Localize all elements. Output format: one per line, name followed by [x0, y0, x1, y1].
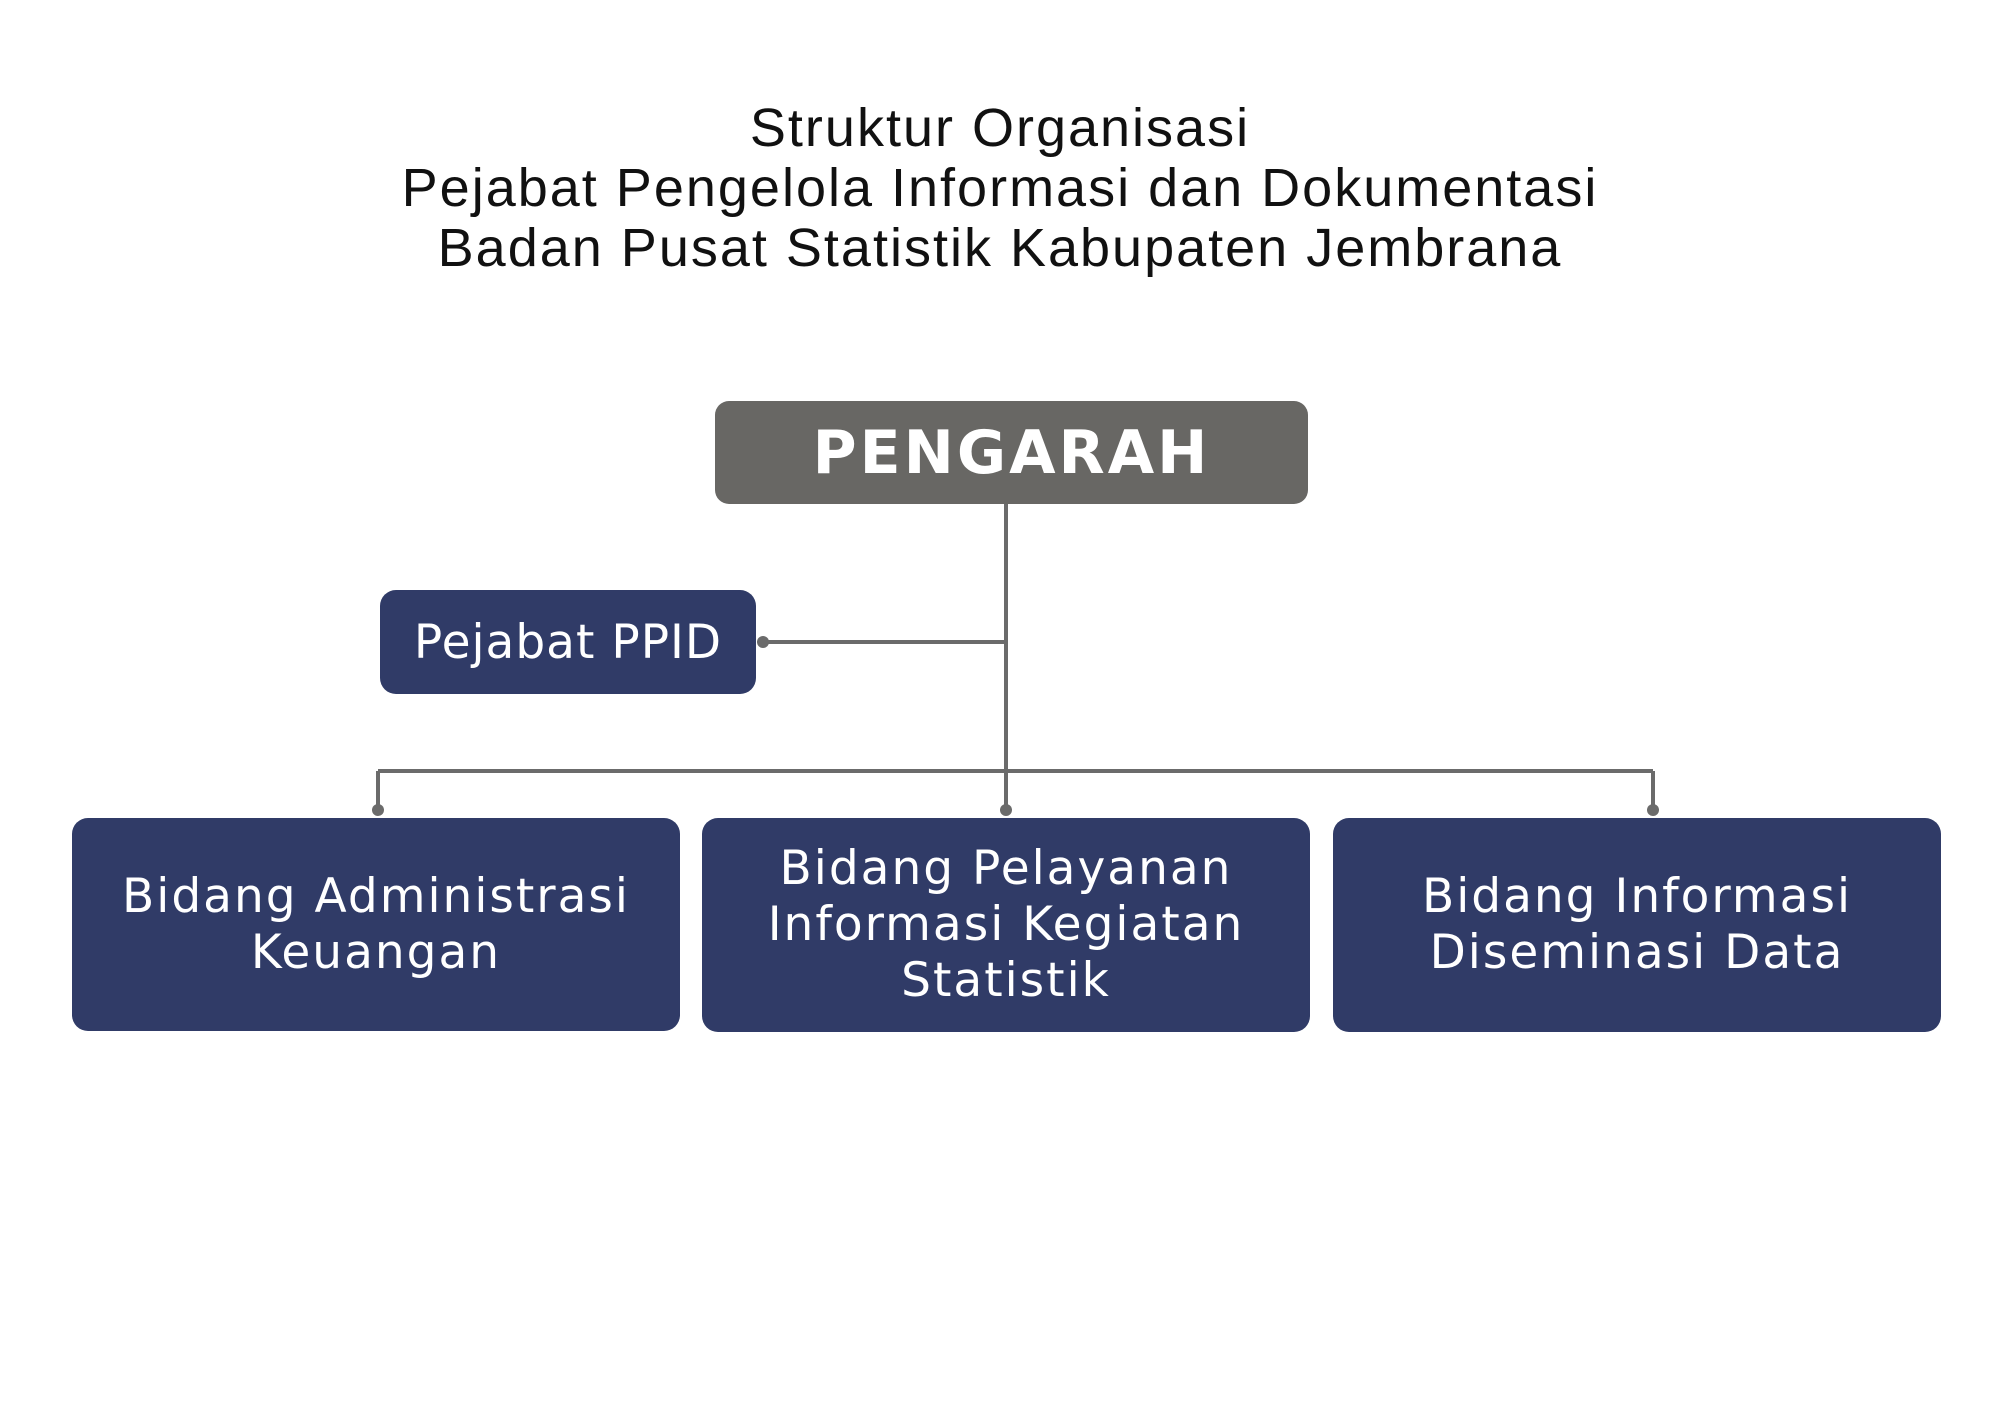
connector-dot-ppid — [757, 636, 769, 648]
node-pengarah — [715, 401, 1308, 504]
node-pengarah-label: PENGARAH — [812, 417, 1211, 488]
node-bidang-pelayanan-informasi — [702, 818, 1310, 1032]
node-bidang-informasi-diseminasi — [1333, 818, 1941, 1032]
node-bidang-pelayanan-informasi-label: Bidang Pelayanan Informasi Kegiatan Statistik — [767, 841, 1245, 1008]
connector-dot-left — [372, 804, 384, 816]
node-pejabat-ppid — [380, 590, 756, 694]
node-bidang-informasi-diseminasi-label: Bidang Informasi Diseminasi Data — [1421, 869, 1853, 980]
node-pejabat-ppid-label: Pejabat PPID — [413, 614, 723, 670]
connector-dot-center — [1000, 804, 1012, 816]
title-line-3: Badan Pusat Statistik Kabupaten Jembrana — [437, 218, 1563, 278]
connector-dot-right — [1647, 804, 1659, 816]
title-line-2: Pejabat Pengelola Informasi dan Dokumentasi — [401, 158, 1599, 218]
title-line-1: Struktur Organisasi — [749, 98, 1251, 158]
node-bidang-administrasi-keuangan — [72, 818, 680, 1031]
node-bidang-administrasi-keuangan-label: Bidang Administrasi Keuangan — [122, 868, 630, 980]
